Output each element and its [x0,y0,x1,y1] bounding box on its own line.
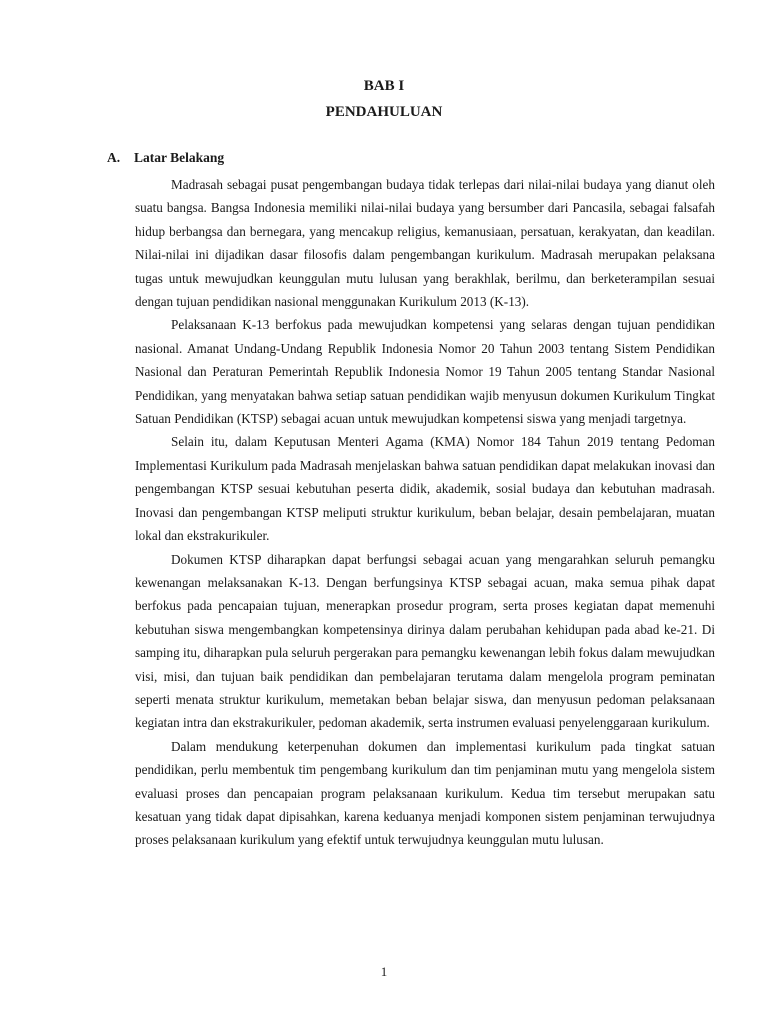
body-text [135,173,715,852]
paragraph: Pelaksanaan K-13 berfokus pada mewujudkan kompetensi yang selaras dengan tujuan pendidikan nasional. Amanat Undang-Undang Republik Indonesia Nomor 20 Tahun 2003 tentang Sistem Pendidikan Nasional dan Peraturan Pemerintah Republik Indonesia Nomor 19 Tahun 2005 tentang Standar Nasional Pendidikan, yang menyatakan bahwa setiap satuan pendidikan wajib menyusun dokumen Kurikulum Tingkat Satuan Pendidikan (KTSP) sebagai acuan untuk mewujudkan kompetensi siswa yang menjadi targetnya. [135,317,715,427]
chapter-title: PENDAHULUAN [325,104,443,120]
paragraph: Dokumen KTSP diharapkan dapat berfungsi sebagai acuan yang mengarahkan seluruh pemangku kewenangan melaksanakan K-13. Dengan berfungsinya KTSP sebagai acuan, maka semua pihak dapat berfokus pada pencapaian tujuan, menerapkan prosedur program, serta proses kegiatan dapat memenuhi kebutuhan siswa mengembangkan kompetensinya dirinya dalam perubahan kehidupan pada abad ke-21. Di samping itu, diharapkan pula seluruh pergerakan para pemangku kewenangan lebih fokus dalam mewujudkan visi, misi, dan tujuan baik pendidikan dan pembelajaran terutama dalam mengelola program peminatan seperti menata struktur kurikulum, memetakan beban belajar siswa, dan menyusun pedoman pelaksanaan kegiatan intra dan ekstrakurikuler, pedoman akademik, serta instrumen evaluasi penyelenggaraan kurikulum. [135,551,715,731]
chapter-number: BAB I [363,78,405,94]
section-title: Latar Belakang [134,150,225,165]
paragraph: Madrasah sebagai pusat pengembangan budaya tidak terlepas dari nilai-nilai budaya yang dianut oleh suatu bangsa. Bangsa Indonesia memiliki nilai-nilai budaya yang bersumber dari Pancasila, sebagai falsafah hidup berbangsa dan bernegara, yang mencakup religius, kemanusiaan, persatuan, kerakyatan, dan keadilan. Nilai-nilai ini dijadikan dasar filosofis dalam pengembangan kurikulum. Madrasah merupakan pelaksana tugas untuk mewujudkan keunggulan mutu lulusan yang berakhlak, berilmu, dan berketerampilan sesuai dengan tujuan pendidikan nasional menggunakan Kurikulum 2013 (K-13). [135,177,715,310]
paragraph: Selain itu, dalam Keputusan Menteri Agama (KMA) Nomor 184 Tahun 2019 tentang Pedoman Implementasi Kurikulum pada Madrasah menjelaskan bahwa satuan pendidikan dapat melakukan inovasi dan pengembangan KTSP sesuai kebutuhan peserta didik, akademik, sosial budaya dan kebutuhan madrasah. Inovasi dan pengembangan KTSP meliputi struktur kurikulum, beban belajar, desain pembelajaran, muatan lokal dan ekstrakurikuler. [135,434,715,544]
paragraph: Dalam mendukung keterpenuhan dokumen dan implementasi kurikulum pada tingkat satuan pendidikan, perlu membentuk tim pengembang kurikulum dan tim penjaminan mutu yang mengelola sistem evaluasi proses dan pencapaian program pelaksanaan kurikulum. Kedua tim tersebut merupakan satu kesatuan yang tidak dapat dipisahkan, karena keduanya menjadi komponen sistem penjaminan terwujudnya proses pelaksanaan kurikulum yang efektif untuk terwujudnya keunggulan mutu lulusan. [135,738,715,848]
section-heading [107,150,224,166]
section-letter: A. [107,150,121,165]
page-number: 1 [380,964,388,979]
